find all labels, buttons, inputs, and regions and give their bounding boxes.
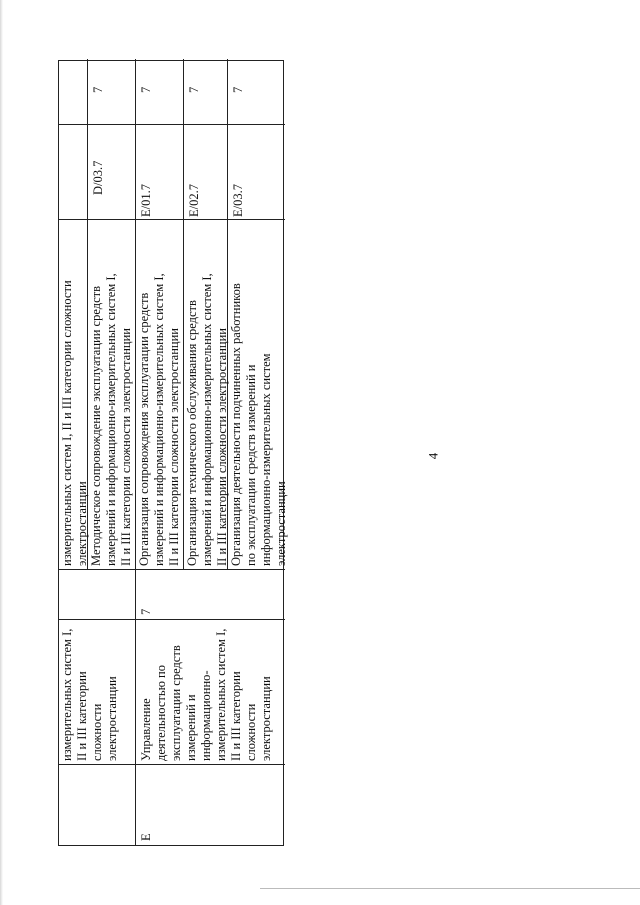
row2-level: 7 (139, 608, 153, 615)
row2-func2-name: Организация технического обслуживания средств измерений и информационно-измерительных систем I, II и III категории сложности электростанции (185, 273, 229, 566)
functions-table (58, 60, 288, 846)
row2-func3-level: 7 (231, 86, 245, 93)
scan-bottom-line (260, 888, 640, 889)
row1-func2-name: Методическое сопровождение эксплуатации средств измерений и информационно-измерительных систем I, II и III категории сложности электростанции (89, 273, 133, 566)
col-divider-4 (59, 219, 285, 220)
row-divider-2 (183, 59, 184, 570)
row2-func1-code: E/01.7 (139, 184, 153, 217)
row2-func3-name: Организация деятельности подчиненных работников по эксплуатации средств измерений и информационно-измерительных систем электростанции (229, 283, 288, 566)
row2-func1-name: Организация сопровождения эксплуатации средств измерений и информационно-измерительных систем I, II и III категории сложности электростанции (137, 273, 181, 566)
row1-name: измерительных систем I, II и III категории сложности электростанции (60, 628, 119, 761)
row2-func1-level: 7 (139, 86, 153, 93)
row2-func2-code: E/02.7 (187, 184, 201, 217)
row2-func3-code: E/03.7 (231, 184, 245, 217)
row1-code (59, 765, 135, 845)
group-divider (135, 59, 136, 845)
scan-edge (0, 0, 3, 905)
col-divider-3 (59, 569, 285, 570)
page-number: 4 (425, 452, 441, 460)
row2-code: E (139, 833, 153, 841)
row1-func2-code: D/03.7 (91, 160, 105, 195)
row2-func2-level: 7 (187, 86, 201, 93)
row1-func2-level: 7 (91, 86, 105, 93)
col-divider-2 (59, 619, 285, 620)
row1-func1-name: измерительных систем I, II и III категории сложности электростанции (60, 280, 89, 566)
row2-name: Управление деятельностью по эксплуатации средств измерений и информационно- измерительных систем I, II и III категории сложности электростанции (139, 628, 273, 761)
